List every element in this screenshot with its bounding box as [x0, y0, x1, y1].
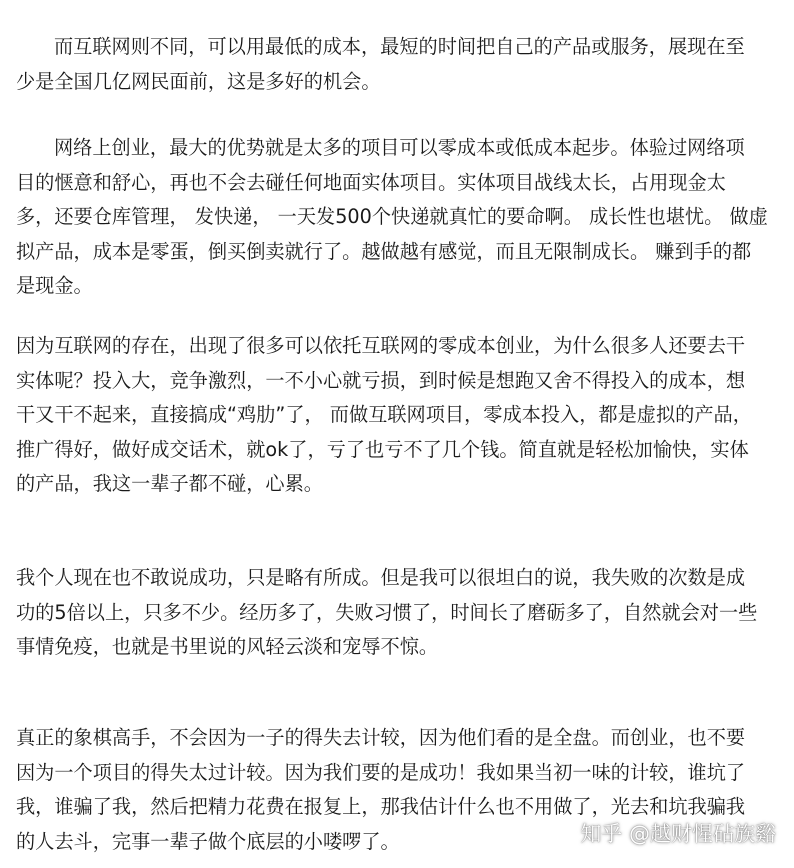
text-line: 而互联网则不同，可以用最低的成本，最短的时间把自己的产品或服务，展现在至 — [54, 35, 745, 58]
paragraph-2 — [16, 131, 782, 304]
zhihu-watermark: 知乎 @越财惺砧族谿 — [580, 822, 776, 846]
text-line: 的产品，我这一辈子都不碰，心累。 — [16, 472, 323, 496]
text-line: 真正的象棋高手，不会因为一子的得失去计较，因为他们看的是全盘。而创业，也不要 — [16, 726, 746, 749]
text-line: 我，谁骗了我，然后把精力花费在报复上，那我估计什么也不用做了，光去和坑我骗我 — [16, 795, 746, 819]
text-line: 多，还要仓库管理， 发快递， 一天发500个快递就真忙的要命啊。 成长性也堪忧。 做虚 — [16, 205, 768, 229]
text-line: 是现金。 — [16, 274, 93, 298]
paragraph-3 — [16, 329, 782, 502]
text-line: 少是全国几亿网民面前，这是多好的机会。 — [16, 69, 381, 93]
text-line: 目的惬意和舒心，再也不会去碰任何地面实体项目。实体项目战线太长，占用现金太 — [16, 170, 726, 194]
text-line: 拟产品，成本是零蛋，倒买倒卖就行了。越做越有感觉，而且无限制成长。 赚到手的都 — [16, 239, 752, 263]
paragraph-1 — [16, 30, 782, 99]
text-line: 推广得好，做好成交话术，就ok了，亏了也亏不了几个钱。简直就是轻松加愉快，实体 — [16, 437, 749, 461]
paragraph-4 — [16, 561, 782, 665]
text-line: 因为一个项目的得失太过计较。因为我们要的是成功！我如果当初一味的计较，谁坑了 — [16, 760, 746, 784]
text-line: 实体呢？投入大，竞争激烈，一不小心就亏损，到时候是想跑又舍不得投入的成本，想 — [16, 368, 746, 392]
text-line: 事情免疫，也就是书里说的风轻云淡和宠辱不惊。 — [16, 635, 439, 659]
text-line: 的人去斗，完事一辈子做个底层的小喽啰了。 — [16, 829, 400, 853]
text-line: 功的5倍以上，只多不少。经历多了，失败习惯了，时间长了磨砺多了，自然就会对一些 — [16, 600, 758, 624]
text-line: 网络上创业，最大的优势就是太多的项目可以零成本或低成本起步。体验过网络项 — [54, 136, 745, 159]
text-line: 我个人现在也不敢说成功，只是略有所成。但是我可以很坦白的说，我失败的次数是成 — [16, 566, 746, 589]
text-line: 因为互联网的存在，出现了很多可以依托互联网的零成本创业，为什么很多人还要去干 — [16, 334, 746, 357]
text-line: 干又干不起来，直接搞成“鸡肋”了， 而做互联网项目，零成本投入，都是虚拟的产品， — [16, 403, 752, 427]
